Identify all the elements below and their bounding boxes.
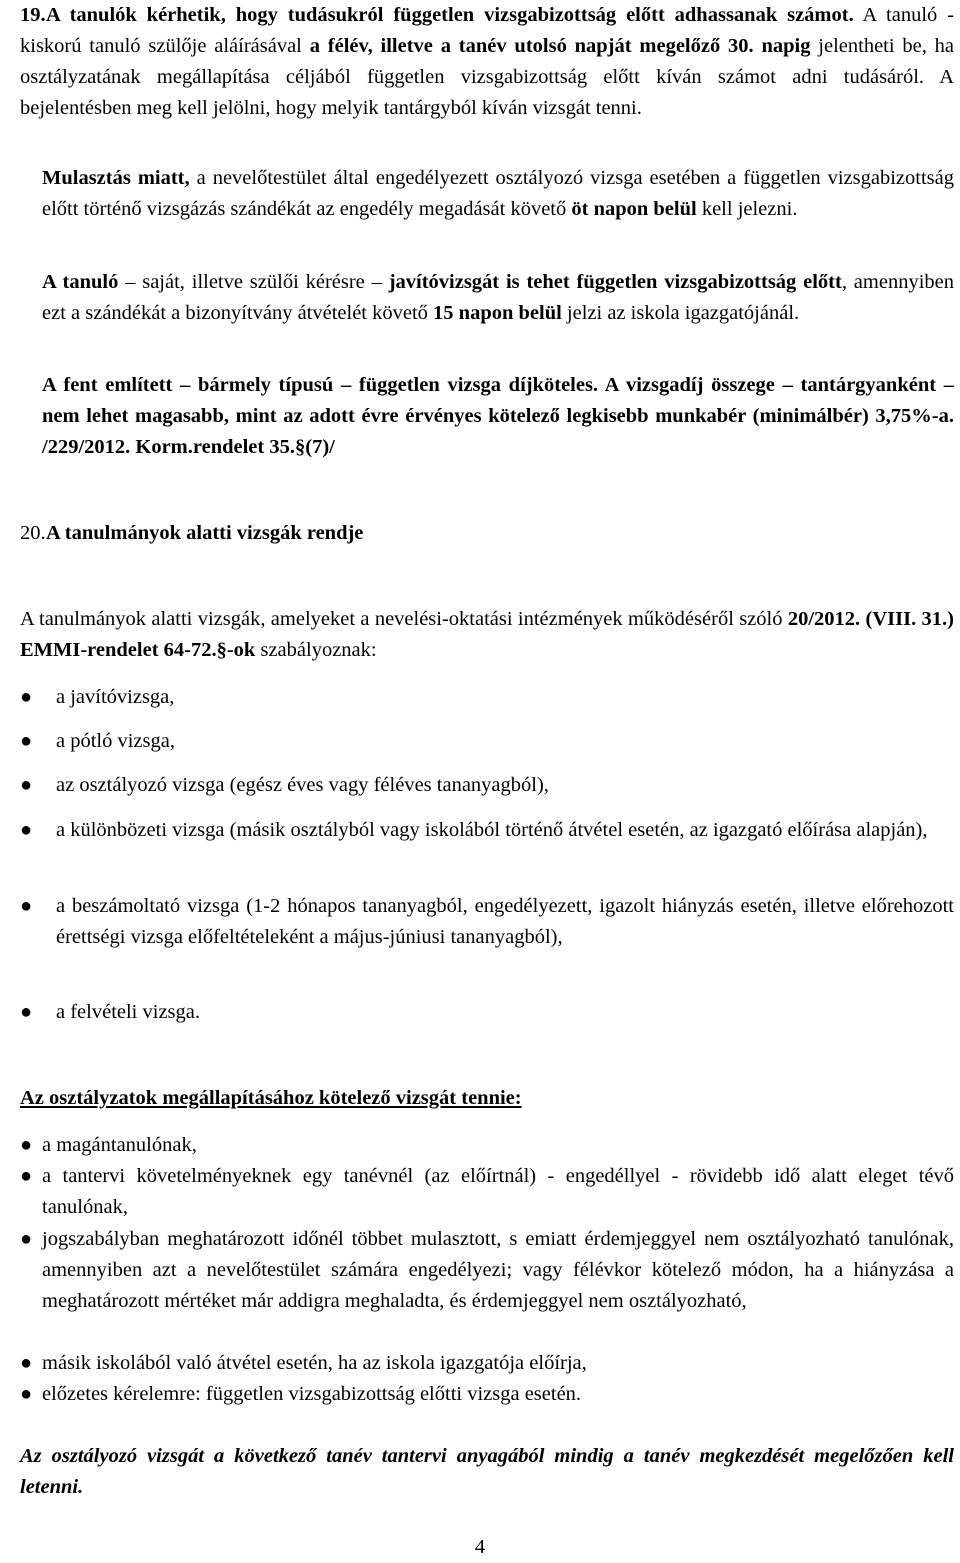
list-item: ● a különbözeti vizsga (másik osztályból vagy iskolából történő átvétel esetén, az igazgató előírása alapján), xyxy=(56,815,954,846)
section-19-para-2 xyxy=(42,163,954,225)
section-19-fee-para xyxy=(42,370,954,463)
closing-note xyxy=(20,1441,954,1503)
body-text: szabályoznak: xyxy=(255,639,377,661)
list-item: ● a tantervi követelményeknek egy tanévnél (az előírtnál) - engedéllyel - rövidebb idő alatt eleget tévő tanulónak, xyxy=(42,1161,954,1223)
list-item: ● az osztályozó vizsga (egész éves vagy féléves tananyagból), xyxy=(56,770,954,801)
bold-text: a félév, illetve a tanév utolsó napját megelőző 30. napig xyxy=(309,35,811,57)
bullet-icon: ● xyxy=(20,1165,33,1187)
list-item: ● másik iskolából való átvétel esetén, ha az iskola igazgatója előírja, xyxy=(42,1348,954,1379)
bullet-icon: ● xyxy=(20,1352,33,1374)
list-item: ● a javítóvizsga, xyxy=(56,682,954,713)
underlined-heading: Az osztályzatok megállapításához kötelező vizsgát tennie: xyxy=(20,1087,522,1109)
list-item: ● a beszámoltató vizsga (1-2 hónapos tananyagból, engedélyezett, igazolt hiányzás esetén, illetve előrehozott érettségi vizsga előfeltételeként a május-júniusi tananyagból), xyxy=(56,891,954,953)
bold-text: 20/2012. (VIII. 31.) EMMI-rendelet 64-72.§-ok xyxy=(20,608,954,661)
section-number: 19. xyxy=(20,4,46,26)
bullet-icon: ● xyxy=(20,1001,33,1023)
list-item: ● jogszabályban meghatározott időnél többet mulasztott, s emiatt érdemjeggyel nem osztályozható tanulónak, amennyiben azt a nevelőtestület számára engedélyezi; vagy félévkor kötelező módon, ha a hiányzása a meghatározott mértéket már addigra meghaladta, és érdemjeggyel nem osztályozható, xyxy=(42,1224,954,1317)
body-text: , amennyiben ezt a szándékát a bizonyítvány átvételét követő xyxy=(42,271,954,324)
bullet-icon: ● xyxy=(20,1383,33,1405)
bullet-icon: ● xyxy=(20,686,33,708)
body-text: A tanuló - kiskorú tanuló szülője aláírásával xyxy=(20,4,954,57)
list-item: ● a magántanulónak, xyxy=(42,1130,954,1161)
body-text: – saját, illetve szülői kérésre – xyxy=(118,271,389,293)
bullet-icon: ● xyxy=(20,1228,33,1250)
body-text: kell jelezni. xyxy=(696,198,798,220)
section-number: 20. xyxy=(20,522,46,544)
bullet-icon: ● xyxy=(20,730,33,752)
bold-text: Mulasztás miatt, xyxy=(42,167,190,189)
bullet-icon: ● xyxy=(20,774,33,796)
list-item: ● a felvételi vizsga. xyxy=(56,997,954,1028)
list-item: ● a pótló vizsga, xyxy=(56,726,954,757)
bold-text: javítóvizsgát is tehet független vizsgabizottság előtt xyxy=(388,271,842,293)
required-exam-heading xyxy=(20,1083,954,1114)
body-text: A tanulmányok alatti vizsgák, amelyeket a nevelési-oktatási intézmények működéséről szóló xyxy=(20,608,788,630)
section-20-heading xyxy=(20,518,954,549)
page-number: 4 xyxy=(474,1536,486,1558)
bold-text: A tanuló xyxy=(42,271,119,293)
bullet-icon: ● xyxy=(20,1134,33,1156)
body-text: jelentheti be, ha osztályzatának megállapítása céljából független vizsgabizottság előtt kíván számot adni tudásáról. A bejelentésben meg kell jelölni, hogy melyik tantárgyból kíván vizsgát tenni. xyxy=(20,35,955,119)
section-19-para-1 xyxy=(20,0,954,124)
bold-text: 15 napon belül xyxy=(433,302,562,324)
fee-text: A fent említett – bármely típusú – független vizsga díjköteles. A vizsgadíj összege – tantárgyanként – nem lehet magasabb, mint az adott évre érvényes kötelező legkisebb munkabér (minimálbér) 3,75%-a. /229/2012. Korm.rendelet 35.§(7)/ xyxy=(42,374,954,458)
bullet-icon: ● xyxy=(20,895,33,917)
bold-text: A tanulók kérhetik, hogy tudásukról független vizsgabizottság előtt adhassanak számot. xyxy=(46,4,854,26)
section-title: A tanulmányok alatti vizsgák rendje xyxy=(46,522,364,544)
section-19-para-3 xyxy=(42,267,954,329)
section-20-intro xyxy=(20,604,954,666)
body-text: a nevelőtestület által engedélyezett osztályozó vizsga esetében a független vizsgabizottság előtt történő vizsgázás szándékát az engedély megadását követő xyxy=(42,167,954,220)
body-text: jelzi az iskola igazgatójánál. xyxy=(561,302,800,324)
closing-italic-text: Az osztályozó vizsgát a következő tanév tantervi anyagából mindig a tanév megkezdését megelőzően kell letenni. xyxy=(20,1445,954,1498)
list-item: ● előzetes kérelemre: független vizsgabizottság előtti vizsga esetén. xyxy=(42,1379,954,1410)
bullet-icon: ● xyxy=(20,819,33,841)
bold-text: öt napon belül xyxy=(571,198,697,220)
